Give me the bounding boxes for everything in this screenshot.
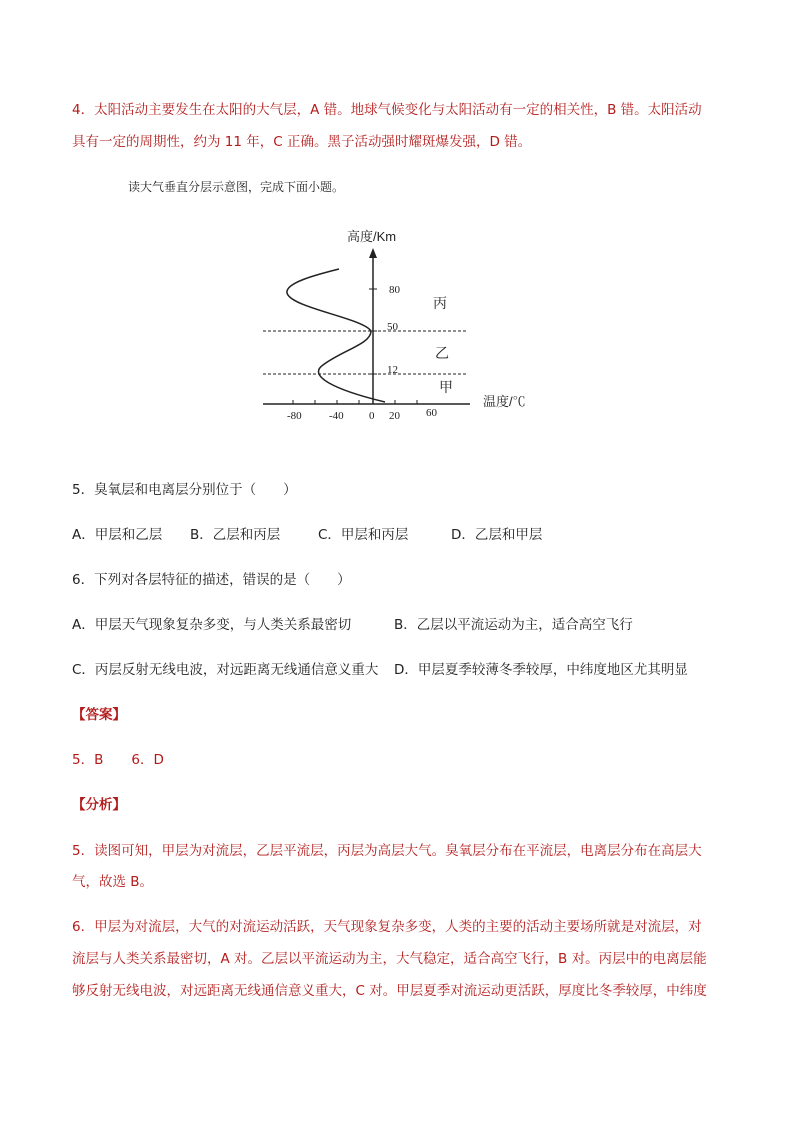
analysis5-line2: 气，故选 B。 xyxy=(72,874,154,890)
answer-5: 5．B xyxy=(72,752,104,768)
layer-label-jia: 甲 xyxy=(439,380,453,396)
q5-option-a: A．甲层和乙层 xyxy=(72,527,163,543)
q5-option-d: D．乙层和甲层 xyxy=(451,527,543,543)
atmosphere-layer-diagram xyxy=(255,220,555,420)
q6-option-b: B．乙层以平流运动为主，适合高空飞行 xyxy=(394,617,633,633)
figure-caption: 读大气垂直分层示意图，完成下面小题。 xyxy=(128,180,345,194)
layer-label-bing: 丙 xyxy=(433,296,447,312)
q6-option-d: D．甲层夏季较薄冬季较厚，中纬度地区尤其明显 xyxy=(394,662,688,678)
analysis-heading: 【分析】 xyxy=(72,797,126,813)
answers xyxy=(72,744,722,776)
q4-analysis-line2: 具有一定的周期性，约为 11 年，C 正确。黑子活动强时耀斑爆发强，D 错。 xyxy=(72,134,532,150)
y-axis-arrow-icon xyxy=(369,248,377,258)
q6-option-c: C．丙层反射无线电波，对远距离无线通信意义重大 xyxy=(72,662,379,678)
q5-option-c: C．甲层和丙层 xyxy=(318,527,409,543)
x-tick-60: 60 xyxy=(426,407,437,419)
q6-options-ab xyxy=(72,609,722,641)
q5-option-b: B．乙层和丙层 xyxy=(190,527,281,543)
x-tick-m40: -40 xyxy=(329,410,344,420)
y-axis-label: 高度/Km xyxy=(347,229,397,244)
q6-stem: 6．下列对各层特征的描述，错误的是（ ） xyxy=(72,572,351,588)
analysis6-line3: 够反射无线电波，对远距离无线通信意义重大，C 对。甲层夏季对流运动更活跃，厚度比冬季较厚，中纬度 xyxy=(72,983,707,999)
q6-option-a: A．甲层天气现象复杂多变，与人类关系最密切 xyxy=(72,617,352,633)
analysis5-line1: 5．读图可知，甲层为对流层，乙层平流层，丙层为高层大气。臭氧层分布在平流层，电离层分布在高层大 xyxy=(72,843,702,859)
q5-stem: 5．臭氧层和电离层分别位于（ ） xyxy=(72,482,297,498)
y-tick-50: 50 xyxy=(387,321,398,333)
answer-6: 6．D xyxy=(131,752,164,768)
analysis6-line2: 流层与人类关系最密切，A 对。乙层以平流运动为主，大气稳定，适合高空飞行，B 对。丙层中的电离层能 xyxy=(72,951,707,967)
x-tick-m80: -80 xyxy=(287,410,302,420)
x-tick-0: 0 xyxy=(369,410,375,420)
x-tick-20: 20 xyxy=(389,410,400,420)
q5-options xyxy=(72,519,722,551)
q4-analysis-line1: 4．太阳活动主要发生在太阳的大气层，A 错。地球气候变化与太阳活动有一定的相关性，B 错。太阳活动 xyxy=(72,102,702,118)
answer-heading: 【答案】 xyxy=(72,707,126,723)
y-tick-80: 80 xyxy=(389,284,400,296)
x-axis-label: 温度/℃ xyxy=(483,394,526,409)
q6-options-cd xyxy=(72,654,722,686)
y-tick-12: 12 xyxy=(387,364,398,376)
layer-label-yi: 乙 xyxy=(435,346,449,362)
analysis6-line1: 6．甲层为对流层，大气的对流运动活跃，天气现象复杂多变，人类的主要的活动主要场所就是对流层，对 xyxy=(72,919,702,935)
